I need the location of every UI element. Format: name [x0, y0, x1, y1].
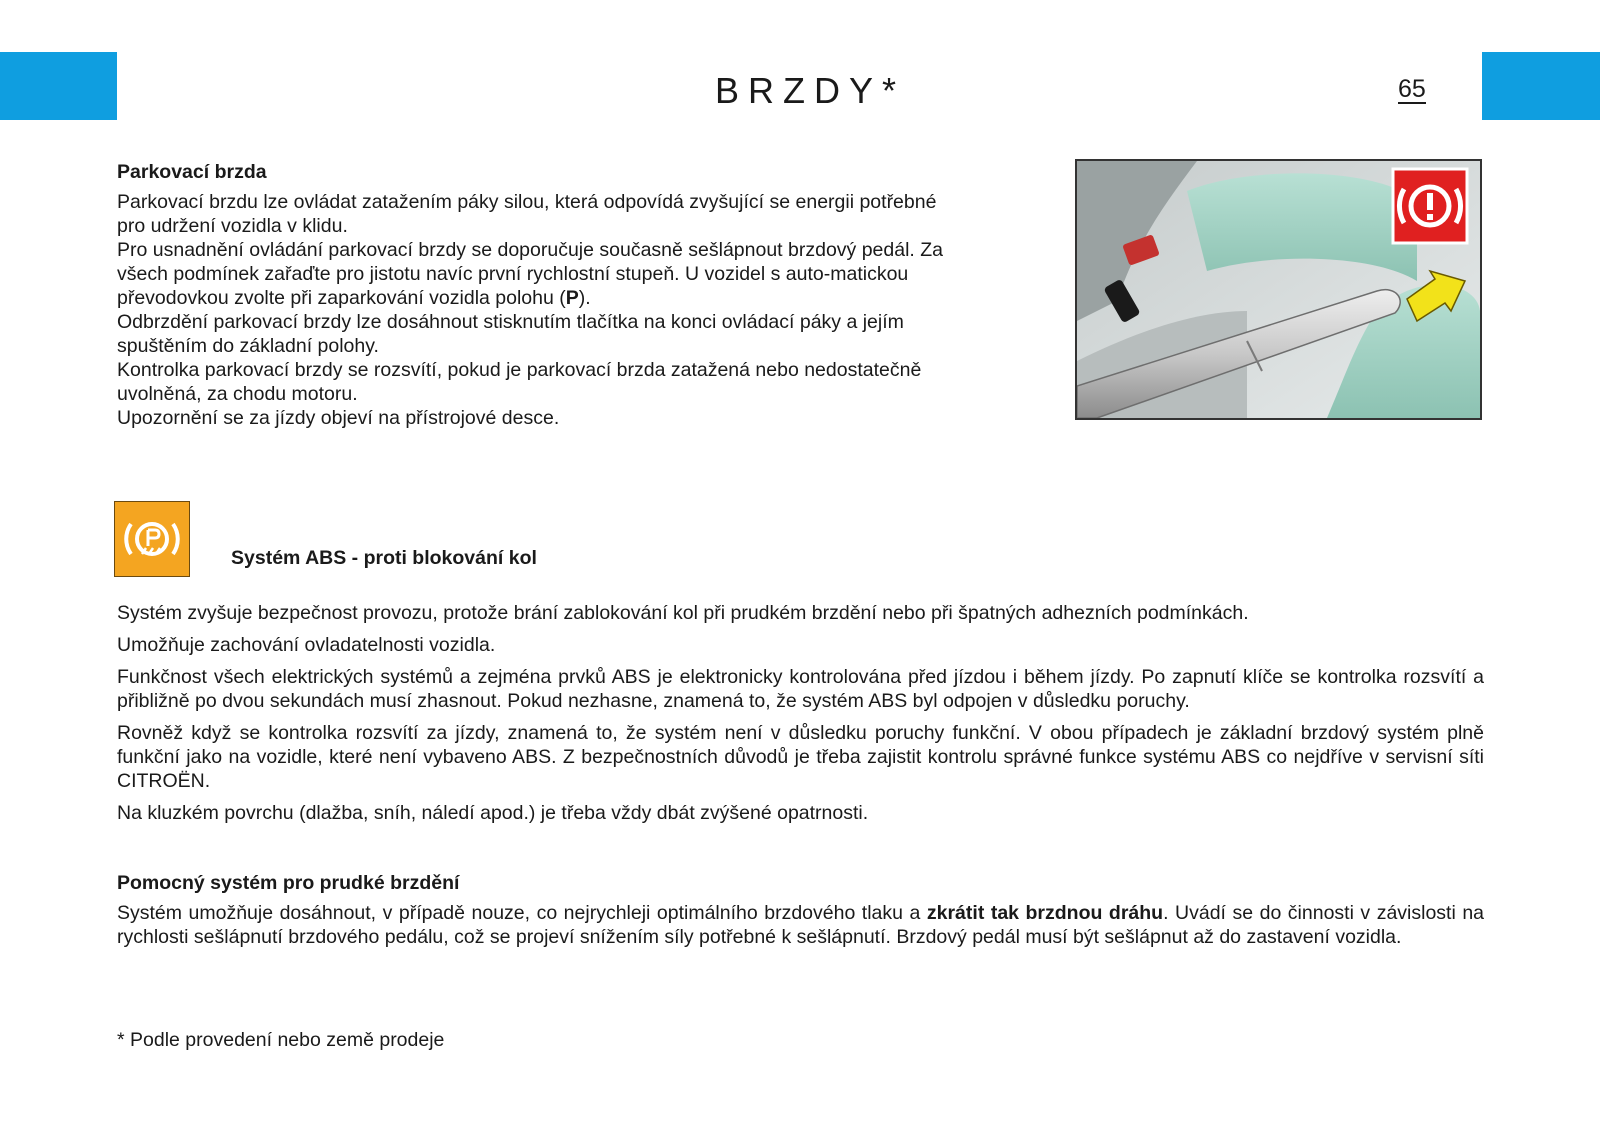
parking-text-line: spuštěním do základní polohy.	[117, 335, 379, 357]
abs-paragraph: Systém zvyšuje bezpečnost provozu, protože brání zablokování kol při prudkém brzdění nebo při špatných adhezních podmínkách.	[117, 602, 1249, 624]
parking-brake-section	[117, 160, 1072, 430]
abs-paragraph: Na kluzkém povrchu (dlažba, sníh, náledí apod.) je třeba vždy dbát zvýšené opatrnosti.	[117, 802, 869, 824]
parking-brake-warning-icon	[1393, 169, 1467, 243]
parking-brake-photo	[1075, 159, 1482, 420]
brake-assist-paragraph	[117, 901, 1484, 949]
footnote: * Podle provedení nebo země prodeje	[117, 1029, 445, 1051]
parking-text-line: Kontrolka parkovací brzdy se rozsvítí, pokud je parkovací brzda zatažená nebo nedostatečně	[117, 359, 922, 381]
gear-position-p: P	[565, 287, 579, 309]
page-number: 65	[1398, 75, 1426, 103]
parking-text-line: Odbrzdění parkovací brzdy lze dosáhnout stisknutím tlačítka na konci ovládací páky a jejím	[117, 311, 904, 333]
parking-text-line	[117, 286, 1072, 310]
parking-text-line: Parkovací brzdu lze ovládat zatažením páky silou, která odpovídá zvyšující se energii potřebné	[117, 191, 937, 213]
parking-text-line: Pro usnadnění ovládání parkovací brzdy se doporučuje současně sešlápnout brzdový pedál. Za	[117, 239, 944, 261]
handbrake-illustration	[1077, 161, 1480, 418]
brake-assist-bold-text: zkrátit tak brzdnou dráhu	[926, 902, 1164, 924]
abs-paragraph: Funkčnost všech elektrických systémů a zejména prvků ABS je elektronicky kontrolována před jízdou i během jízdy. Po zapnutí klíče se kontrolka rozsvítí a přibližně po dvou sekundách musí zhasnout. Pokud nezhasne, znamená to, že systém ABS byl odpojen v důsledku poruchy.	[117, 666, 1484, 712]
brake-assist-section	[117, 871, 1484, 949]
brake-assist-text: . Uvádí se do činnosti v závislosti na rychlosti sešlápnutí brzdového pedálu, což se projeví snížením síly potřebné k sešlápnutí. Brzdový pedál musí být sešlápnut až do zastavení vozidla.	[117, 902, 1485, 948]
parking-text-segment: ).	[578, 287, 591, 309]
abs-section	[117, 601, 1484, 833]
abs-warning-icon	[114, 501, 190, 577]
brake-assist-heading: Pomocný systém pro prudké brzdění	[117, 872, 460, 894]
parking-text-segment: převodovkou zvolte při zaparkování vozidla polohu (	[117, 287, 566, 309]
brake-assist-text: Systém umožňuje dosáhnout, v případě nouze, co nejrychleji optimálního brzdového tlaku a	[117, 902, 927, 924]
abs-paragraph: Rovněž když se kontrolka rozsvítí za jízdy, znamená to, že systém není v důsledku poruchy funkční. V obou případech je základní brzdový systém plně funkční jako na vozidle, které není vybaveno ABS. Z bezpečnostních důvodů je třeba zajistit kontrolu správné funkce systému ABS co nejdříve v servisní síti CITROËN.	[117, 722, 1484, 792]
right-blue-tab	[1482, 52, 1600, 120]
parking-text-line: uvolněná, za chodu motoru.	[117, 383, 358, 405]
abs-paragraph: Umožňuje zachování ovladatelnosti vozidla.	[117, 634, 496, 656]
parking-text-line: Upozornění se za jízdy objeví na přístrojové desce.	[117, 407, 560, 429]
parking-text-line: pro udržení vozidla v klidu.	[117, 215, 348, 237]
page-title: BRZDY*	[714, 70, 906, 111]
abs-heading: Systém ABS - proti blokování kol	[231, 547, 537, 569]
left-blue-tab	[0, 52, 117, 120]
parking-brake-heading: Parkovací brzda	[117, 161, 267, 183]
parking-text-line: všech podmínek zařaďte pro jistotu navíc první rychlostní stupeň. U vozidel s auto-matickou	[117, 263, 909, 285]
